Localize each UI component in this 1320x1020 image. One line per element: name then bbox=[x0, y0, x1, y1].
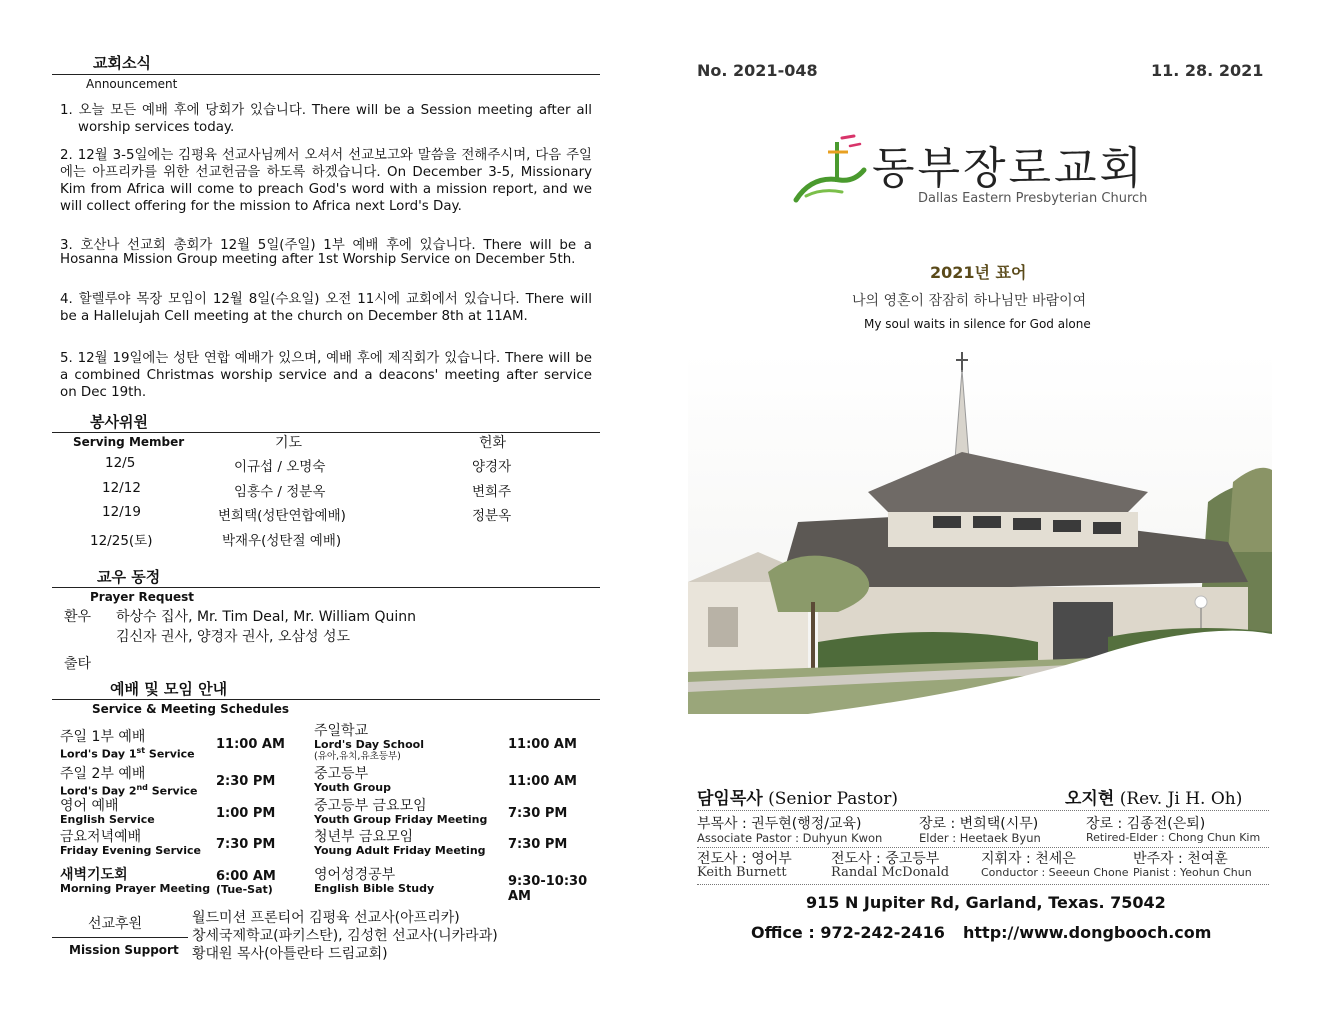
senior-pastor-name: 오지현 (Rev. Ji H. Oh) bbox=[1065, 789, 1243, 809]
announcement-item: 5. 12월 19일에는 성탄 연합 예배가 있으며, 예배 후에 제직회가 있습니다. There will be a combined Christmas worship service and a deacons' meeting after service on Dec 19th. bbox=[60, 351, 592, 400]
schedule-name: 영어 예배 bbox=[60, 798, 119, 814]
prayer-subtitle: Prayer Request bbox=[90, 590, 195, 604]
church-name-en: Dallas Eastern Presbyterian Church bbox=[918, 191, 1148, 206]
staff-name: Retired-Elder : Chong Chun Kim bbox=[1086, 831, 1261, 844]
schedule-name: 주일 2부 예배 bbox=[60, 766, 146, 782]
staff-name: Keith Burnett bbox=[697, 865, 787, 880]
schedule-name-en: English Bible Study bbox=[314, 882, 435, 895]
schedule-time: 1:00 PM bbox=[216, 806, 276, 821]
divider bbox=[52, 699, 600, 700]
schedule-time: 7:30 PM bbox=[216, 837, 276, 852]
announcement-title: 교회소식 bbox=[93, 54, 151, 72]
schedule-name: 청년부 금요모임 bbox=[314, 829, 414, 845]
schedule-name: 주일학교 bbox=[314, 723, 369, 739]
serving-offering: 양경자 bbox=[472, 459, 512, 475]
announcement-item: 4. 할렐루야 목장 모임이 12월 8일(수요일) 오전 11시에 교회에서 있습니다. There will be a Hallelujah Cell meeting at the church on December 8th at 11AM. bbox=[60, 292, 592, 324]
schedule-time-note: (Tue-Sat) bbox=[216, 883, 273, 896]
announcement-item: 2. 12월 3-5일에는 김평육 선교사님께서 오셔서 선교보고와 말씀을 전해주시며, 다음 주일에는 아프리카를 위한 선교헌금을 하도록 하겠습니다. On December 3-5, Missionary Kim from Africa will come to preach God's word with a mission report, and we will collect offering for the mission to Africa next Lord's Day. bbox=[60, 148, 592, 214]
mission-line: 황대원 목사(아틀란타 드림교회) bbox=[192, 946, 388, 962]
schedule-name: 새벽기도회 bbox=[60, 867, 128, 883]
schedule-title: 예배 및 모임 안내 bbox=[110, 680, 228, 698]
staff-title: 반주자 : 천여훈 bbox=[1133, 851, 1228, 867]
schedule-name-en: Lord's Day School bbox=[314, 738, 424, 751]
schedule-time: 7:30 PM bbox=[508, 837, 568, 852]
cross-logo-icon bbox=[792, 130, 882, 210]
staff-title: 전도사 : 중고등부 bbox=[831, 851, 940, 867]
schedule-time: 7:30 PM bbox=[508, 806, 568, 821]
staff-name: Associate Pastor : Duhyun Kwon bbox=[697, 831, 883, 845]
schedule-time: 2:30 PM bbox=[216, 774, 276, 789]
website-link[interactable]: http://www.dongbooch.com bbox=[963, 923, 1212, 942]
schedule-name: 영어성경공부 bbox=[314, 867, 396, 883]
staff-title: 부목사 : 권두현(행정/교육) bbox=[697, 816, 862, 832]
schedule-time: 6:00 AM bbox=[216, 869, 276, 884]
schedule-item bbox=[314, 868, 434, 895]
schedule-name-en: Friday Evening Service bbox=[60, 844, 201, 857]
schedule-name-note: (유아,유치,유초등부) bbox=[314, 751, 401, 762]
schedule-time: 11:00 AM bbox=[508, 737, 577, 752]
church-building-image bbox=[688, 352, 1272, 714]
announcement-item: 3. 호산나 선교회 총회가 12월 5일(주일) 1부 예배 후에 있습니다. There will be a Hosanna Mission Group meeting after 1st Worship Service on December 5th. bbox=[60, 238, 592, 267]
mission-subtitle: Mission Support bbox=[69, 943, 179, 957]
schedule-name-en: Lord's Day 2nd Service bbox=[60, 783, 198, 798]
prayer-column-header: 기도 bbox=[275, 435, 303, 451]
staff-name: Randal McDonald bbox=[831, 865, 950, 880]
mission-line: 월드미션 프론티어 김평육 선교사(아프리카) bbox=[192, 910, 460, 926]
schedule-name: 중고등부 bbox=[314, 766, 369, 782]
senior-pastor-label: 담임목사 (Senior Pastor) bbox=[697, 789, 898, 809]
schedule-name-en: Youth Group Friday Meeting bbox=[314, 813, 488, 826]
serving-date: 12/12 bbox=[102, 480, 141, 496]
office-phone: Office : 972-242-2416 bbox=[751, 923, 945, 942]
announcement-subtitle: Announcement bbox=[86, 77, 178, 91]
staff-title: 장로 : 변희택(시무) bbox=[919, 816, 1039, 832]
schedule-name-en: Morning Prayer Meeting bbox=[60, 882, 211, 895]
schedule-item bbox=[314, 799, 487, 826]
staff-name: Pianist : Yeohun Chun bbox=[1133, 866, 1252, 879]
serving-prayer: 이규섭 / 오명숙 bbox=[234, 459, 326, 475]
schedule-name: 금요저녁예배 bbox=[60, 829, 142, 845]
schedule-item bbox=[314, 724, 424, 763]
schedule-name: 중고등부 금요모임 bbox=[314, 798, 427, 814]
divider bbox=[697, 810, 1269, 811]
church-name-ko: 동부장로교회 bbox=[872, 143, 1146, 194]
serving-date: 12/25(토) bbox=[90, 533, 153, 549]
schedule-item bbox=[60, 767, 197, 798]
sick-list: 김신자 권사, 양경자 권사, 오삼성 성도 bbox=[116, 629, 351, 645]
schedule-time: 11:00 AM bbox=[216, 737, 285, 752]
announcement-item: 1. 오늘 모든 예배 후에 당회가 있습니다. There will be a Session meeting after all worship services today. bbox=[60, 103, 592, 135]
schedule-name-en: Young Adult Friday Meeting bbox=[314, 844, 486, 857]
serving-date: 12/19 bbox=[102, 504, 141, 520]
schedule-item bbox=[314, 767, 391, 794]
motto-title: 2021년 표어 bbox=[930, 263, 1027, 282]
serving-offering: 정분옥 bbox=[472, 508, 512, 524]
bulletin-number: No. 2021-048 bbox=[697, 61, 818, 80]
mission-line: 창세국제학교(파키스탄), 김성헌 선교사(니카라과) bbox=[192, 928, 498, 944]
serving-date: 12/5 bbox=[105, 455, 136, 471]
serving-offering: 변희주 bbox=[472, 484, 512, 500]
divider bbox=[52, 937, 188, 938]
motto-en: My soul waits in silence for God alone bbox=[864, 317, 1091, 331]
schedule-item bbox=[60, 868, 210, 895]
serving-prayer: 변희택(성탄연합예배) bbox=[218, 508, 346, 524]
staff-title: 지휘자 : 천세은 bbox=[981, 851, 1076, 867]
serving-prayer: 박재우(성탄절 예배) bbox=[222, 533, 342, 549]
staff-title: 장로 : 김종전(은퇴) bbox=[1086, 816, 1206, 832]
staff-title: 전도사 : 영어부 bbox=[697, 851, 792, 867]
serving-subtitle: Serving Member bbox=[73, 435, 185, 449]
prayer-title: 교우 동정 bbox=[97, 568, 161, 586]
staff-name: Elder : Heetaek Byun bbox=[919, 831, 1041, 845]
schedule-name-en: Lord's Day 1st Service bbox=[60, 746, 195, 761]
schedule-time: 9:30-10:30 AM bbox=[508, 874, 588, 904]
sick-list: 하상수 집사, Mr. Tim Deal, Mr. William Quinn bbox=[116, 609, 417, 625]
schedule-item bbox=[60, 799, 155, 826]
divider bbox=[52, 587, 600, 588]
divider bbox=[52, 432, 600, 433]
schedule-time: 11:00 AM bbox=[508, 774, 577, 789]
staff-name: Conductor : Seeeun Chone bbox=[981, 866, 1129, 879]
bulletin-date: 11. 28. 2021 bbox=[1151, 61, 1264, 80]
motto-ko: 나의 영혼이 잠잠히 하나님만 바람이여 bbox=[852, 293, 1087, 309]
offering-column-header: 헌화 bbox=[479, 435, 507, 451]
sick-label: 환우 bbox=[64, 609, 92, 625]
schedule-item bbox=[314, 830, 486, 857]
church-address: 915 N Jupiter Rd, Garland, Texas. 75042 bbox=[806, 893, 1166, 912]
schedule-item bbox=[60, 730, 195, 761]
schedule-name: 주일 1부 예배 bbox=[60, 729, 146, 745]
mission-list bbox=[192, 909, 498, 963]
divider bbox=[52, 74, 600, 75]
travel-label: 출타 bbox=[64, 656, 92, 672]
schedule-name-en: English Service bbox=[60, 813, 155, 826]
schedule-name-en: Youth Group bbox=[314, 781, 391, 794]
schedule-item bbox=[60, 830, 201, 857]
mission-title: 선교후원 bbox=[88, 916, 143, 932]
serving-prayer: 임흥수 / 정분옥 bbox=[234, 484, 326, 500]
schedule-subtitle: Service & Meeting Schedules bbox=[92, 702, 290, 716]
serving-title: 봉사위원 bbox=[90, 413, 148, 431]
divider bbox=[697, 884, 1269, 885]
